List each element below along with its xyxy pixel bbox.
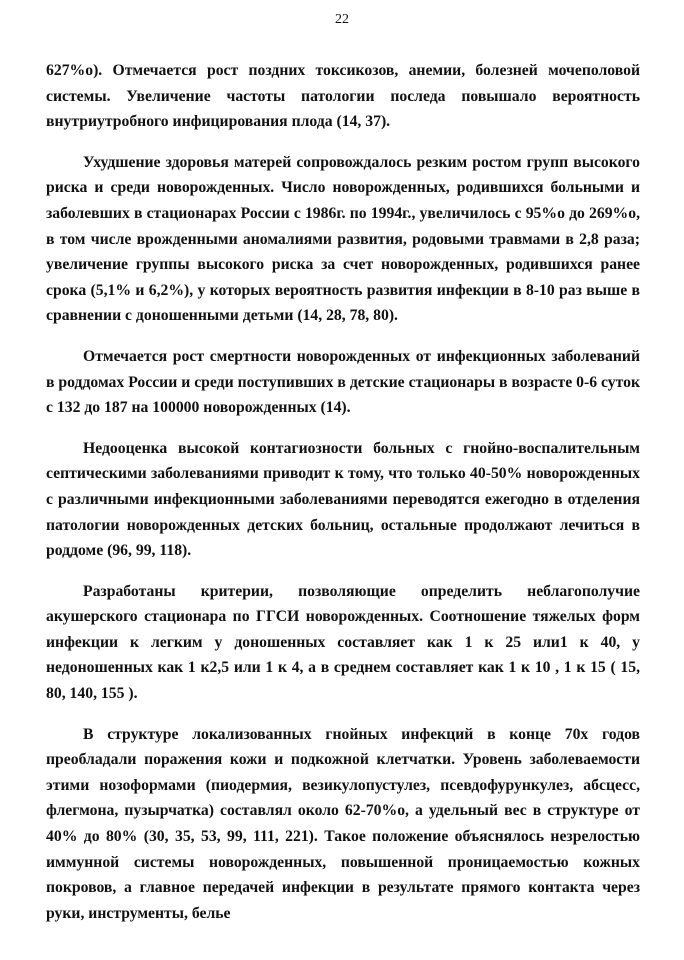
body-text: [46, 58, 640, 926]
page-number: 22: [335, 12, 349, 27]
paragraph-localized-infections: В структуре локализованных гнойных инфекций в конце 70х годов преобладали поражения кожи и подкожной клетчатки. Уровень заболеваемости этими нозоформами (пиодермия, везикулопустулез, псевдофурункулез, абсцесс, флегмона, пузырчатка) составлял около 62-70%о, а удельный вес в структуре от 40% до 80% (30, 35, 53, 99, 111, 221). Такое положение объяснялось незрелостью иммунной системы новорожденных, повышенной проницаемостью кожных покровов, а главное передачей инфекции в результате прямого контакта через руки, инструменты, белье: [46, 725, 640, 922]
paragraph-mortality: Отмечается рост смертности новорожденных от инфекционных заболеваний в роддомах России и среди поступивших в детские стационары в возрасте 0-6 суток с 132 до 187 на 100000 новорожденных (14).: [46, 347, 640, 417]
paragraph-contagiousness: Недооценка высокой контагиозности больных с гнойно-воспалительным септическими заболеваниями приводит к тому, что только 40-50% новорожденных с различными инфекционными заболеваниями переводятся ежегодно в отделения патологии новорожденных детских больниц, остальные продолжают лечиться в роддоме (96, 99, 118).: [46, 439, 640, 560]
paragraph-criteria: Разработаны критерии, позволяющие определить неблагополучие акушерского стационара по ГГСИ новорожденных. Соотношение тяжелых форм инфекции к легким у доношенных составляет как 1 к 25 или1 к 40, у недоношенных как 1 к2,5 или 1 к 4, а в среднем составляет как 1 к 10 , 1 к 15 ( 15, 80, 140, 155 ).: [46, 582, 640, 703]
paragraph-maternal-health: Ухудшение здоровья матерей сопровождалось резким ростом групп высокого риска и среди новорожденных. Число новорожденных, родившихся больными и заболевших в стационарах России с 1986г. по 1994г., увеличилось с 95%о до 269%о, в том числе врожденными аномалиями развития, родовыми травмами в 2,8 раза; увеличение группы высокого риска за счет новорожденных, родившихся ранее срока (5,1% и 6,2%), у которых вероятность развития инфекции в 8-10 раз выше в сравнении с доношенными детьми (14, 28, 78, 80).: [46, 153, 640, 325]
paragraph-continuation: 627%о). Отмечается рост поздних токсикозов, анемии, болезней мочеполовой системы. Увеличение частоты патологии последа повышало вероятность внутриутробного инфицирования плода (14, 37).: [46, 62, 640, 131]
